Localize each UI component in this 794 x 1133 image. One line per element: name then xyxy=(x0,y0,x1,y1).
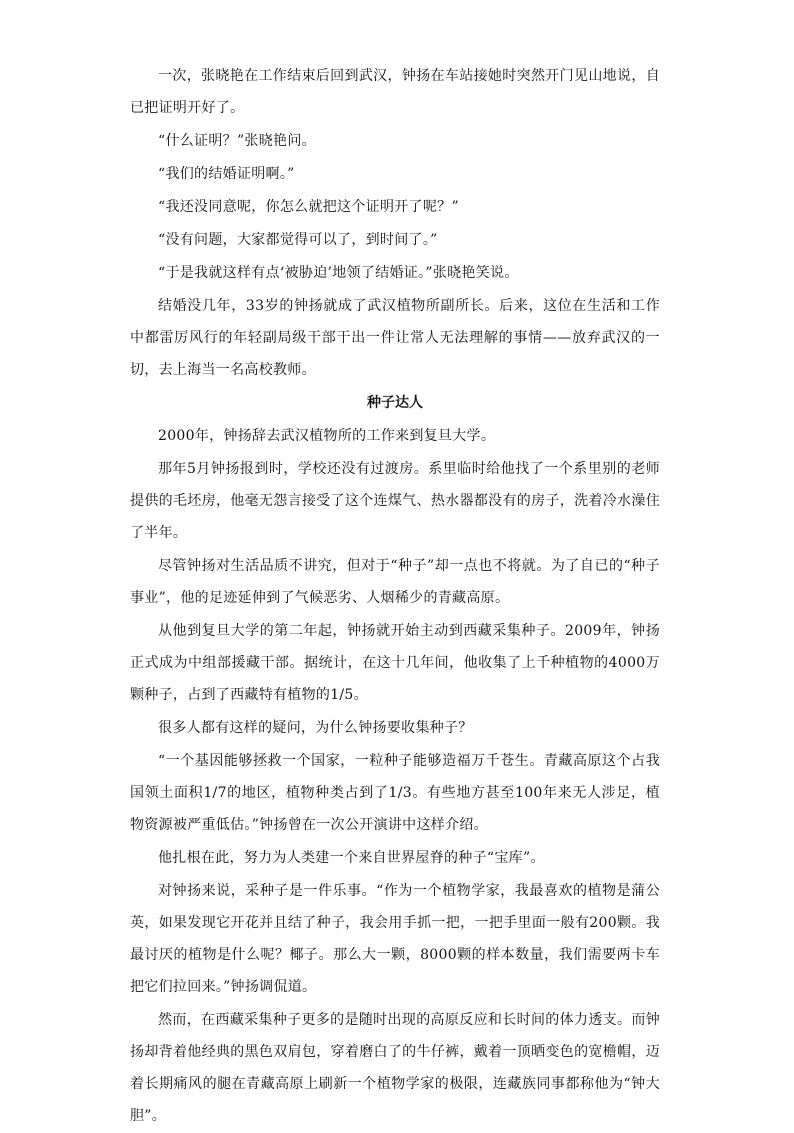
paragraph: 然而，在西藏采集种子更多的是随时出现的高原反应和长时间的体力透支。而钟扬却背着他经典的黑色双肩包，穿着磨白了的牛仔裤，戴着一顶晒变色的宽檐帽，迈着长期痛风的腿在青藏高原上刷新一个植物学家的极限，连藏族同事都称他为“钟大胆”。 xyxy=(130,1012,660,1124)
paragraph: 他扎根在此，努力为人类建一个来自世界屋脊的种子“宝库”。 xyxy=(158,850,545,866)
paragraph: 那年5月钟扬报到时，学校还没有过渡房。系里临时给他找了一个系里别的老师提供的毛坯房，他毫无怨言接受了这个连煤气、热水器都没有的房子，洗着冷水澡住了半年。 xyxy=(130,461,660,541)
paragraph: 2000年，钟扬辞去武汉植物所的工作来到复旦大学。 xyxy=(158,428,496,444)
paragraph: 很多人都有这样的疑问，为什么钟扬要收集种子？ xyxy=(158,720,473,736)
paragraph: 一次，张晓艳在工作结束后回到武汉，钟扬在车站接她时突然开门见山地说，自已把证明开好了。 xyxy=(130,68,660,116)
paragraph: 从他到复旦大学的第二年起，钟扬就开始主动到西藏采集种子。2009年，钟扬正式成为中组部援藏干部。据统计，在这十几年间，他收集了上千种植物的4000万颗种子，占到了西藏特有植物的1/5。 xyxy=(130,623,660,703)
paragraph: “没有问题，大家都觉得可以了，到时间了。” xyxy=(158,232,438,248)
paragraph: “我们的结婚证明啊。” xyxy=(158,166,295,182)
paragraph: 对钟扬来说，采种子是一件乐事。“作为一个植物学家，我最喜欢的植物是蒲公英，如果发现它开花并且结了种子，我会用手抓一把，一把手里面一般有200颗。我最讨厌的植物是什么呢？椰子。那么大一颗，8000颗的样本数量，我们需要两卡车把它们拉回来。”钟扬调侃道。 xyxy=(130,883,660,995)
paragraph: “什么证明？”张晓艳问。 xyxy=(158,133,316,149)
paragraph: 结婚没几年，33岁的钟扬就成了武汉植物所副所长。后来，这位在生活和工作中都雷厉风行的年轻副局级干部干出一件让常人无法理解的事情——放弃武汉的一切，去上海当一名高校教师。 xyxy=(130,298,660,378)
section-title: 种子达人 xyxy=(367,395,423,411)
paragraph: “我还没同意呢，你怎么就把这个证明开了呢？” xyxy=(158,199,459,215)
paragraph: 尽管钟扬对生活品质不讲究，但对于“种子”却一点也不将就。为了自已的“种子事业”，他的足迹延伸到了气候恶劣、人烟稀少的青藏高原。 xyxy=(130,558,660,606)
document-page xyxy=(130,60,660,1133)
paragraph: “于是我就这样有点‘被胁迫’地领了结婚证。”张晓艳笑说。 xyxy=(158,265,519,281)
paragraph: “一个基因能够拯救一个国家，一粒种子能够造福万千苍生。青藏高原这个占我国领土面积1/7的地区，植物种类占到了1/3。有些地方甚至100年来无人涉足，植物资源被严重低估。”钟扬曾在一次公开演讲中这样介绍。 xyxy=(130,753,660,833)
